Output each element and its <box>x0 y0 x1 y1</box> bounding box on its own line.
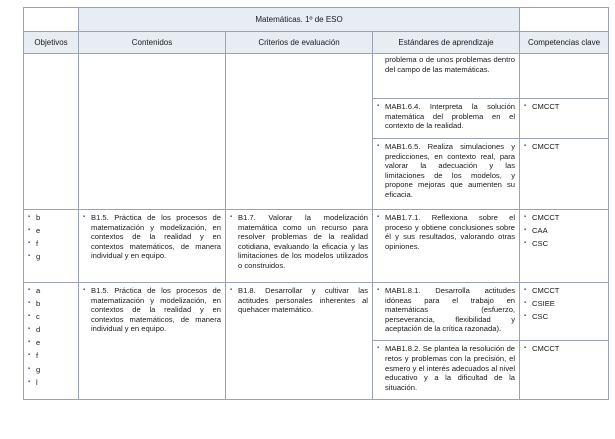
competence-item: ▪ CMCCT <box>524 102 604 112</box>
col-header-estandares: Estándares de aprendizaje <box>373 32 520 54</box>
content-text: ▪ B1.5. Práctica de los procesos de matematización y modelización, en contextos de la realidad y en contextos matemáticos, de manera individual y en equipo. <box>83 286 221 334</box>
standard-text: ▪ MAB1.6.5. Realiza simulaciones y predicciones, en contexto real, para valorar la adecuación y las limitaciones de los modelos, y propone mejoras que aumenten su eficacia. <box>377 142 515 200</box>
col-header-competencias: Competencias clave <box>520 32 609 54</box>
table-row <box>24 283 609 341</box>
standard-text: problema o de unos problemas dentro del campo de las matemáticas. <box>373 54 520 99</box>
objective-item: ▪ g <box>28 365 74 375</box>
standard-text: ▪ MAB1.7.1. Reflexiona sobre el proceso y obtiene conclusiones sobre él y sus resultados, valorando otras opiniones. <box>377 213 515 251</box>
col-header-objetivos: Objetivos <box>24 32 79 54</box>
standard-text: ▪ MAB1.6.4. Interpreta la solución matemática del problema en el contexto de la realidad. <box>377 102 515 131</box>
criterion-text: ▪ B1.8. Desarrollar y cultivar las actitudes personales inherentes al quehacer matemático. <box>230 286 368 315</box>
standard-text: ▪ MAB1.8.2. Se plantea la resolución de retos y problemas con la precisión, el esmero y el interés adecuados al nivel educativo y a la dificultad de la situación. <box>377 344 515 392</box>
objective-item: ▪ a <box>28 286 74 296</box>
objective-item: ▪ b <box>28 213 74 223</box>
col-header-contenidos: Contenidos <box>79 32 226 54</box>
competence-item: ▪ CMCCT <box>524 213 604 223</box>
column-header-row <box>24 32 609 54</box>
competence-item: ▪ CMCCT <box>524 286 604 296</box>
competence-item: ▪ CSIEE <box>524 299 604 309</box>
content-text: ▪ B1.5. Práctica de los procesos de matematización y modelización, en contextos de la realidad y en contextos matemáticos, de manera individual y en equipo. <box>83 213 221 261</box>
standard-text: ▪ MAB1.8.1. Desarrolla actitudes idóneas para el trabajo en matemáticas (esfuerzo, perseverancia, flexibilidad y aceptación de la crítica razonada). <box>377 286 515 334</box>
col-header-criterios: Criterios de evaluación <box>226 32 373 54</box>
objective-item: ▪ f <box>28 351 74 361</box>
competence-item: ▪ CSC <box>524 312 604 322</box>
objective-item: ▪ l <box>28 378 74 388</box>
objective-item: ▪ e <box>28 226 74 236</box>
curriculum-table <box>23 7 609 400</box>
criterion-text: ▪ B1.7. Valorar la modelización matemática como un recurso para resolver problemas de la realidad cotidiana, evaluando la eficacia y las limitaciones de los modelos utilizados o construidos. <box>230 213 368 271</box>
objective-item: ▪ f <box>28 239 74 249</box>
table-row <box>24 210 609 283</box>
objective-item: ▪ b <box>28 299 74 309</box>
competence-item: ▪ CSC <box>524 239 604 249</box>
competence-item: ▪ CMCCT <box>524 142 604 152</box>
table-row <box>24 54 609 99</box>
objective-item: ▪ e <box>28 338 74 348</box>
competence-item: ▪ CMCCT <box>524 344 604 354</box>
objective-item: ▪ g <box>28 252 74 262</box>
objective-item: ▪ c <box>28 312 74 322</box>
objective-item: ▪ d <box>28 325 74 335</box>
table-title: Matemáticas. 1º de ESO <box>79 8 520 32</box>
competence-item: ▪ CAA <box>524 226 604 236</box>
table-title-row <box>24 8 609 32</box>
curriculum-table-page <box>23 7 608 400</box>
